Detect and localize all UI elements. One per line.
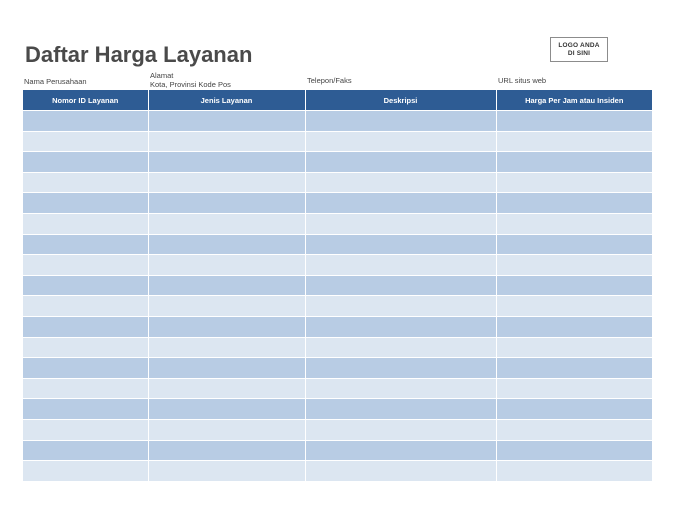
cell-price[interactable]	[496, 193, 652, 214]
phone-fax: Telepon/Faks	[307, 76, 352, 85]
table-row	[23, 419, 652, 440]
table-row	[23, 172, 652, 193]
column-header-service-id: Nomor ID Layanan	[23, 90, 148, 111]
cell-price[interactable]	[496, 337, 652, 358]
cell-description[interactable]	[305, 255, 496, 276]
cell-service-type[interactable]	[148, 172, 305, 193]
table-row	[23, 275, 652, 296]
cell-description[interactable]	[305, 213, 496, 234]
table-header-row	[23, 90, 652, 111]
cell-service-type[interactable]	[148, 399, 305, 420]
cell-service-id[interactable]	[23, 111, 148, 132]
cell-price[interactable]	[496, 378, 652, 399]
table-row	[23, 296, 652, 317]
table-row	[23, 111, 652, 132]
cell-service-type[interactable]	[148, 358, 305, 379]
address-line-1: Alamat	[150, 71, 174, 80]
cell-service-id[interactable]	[23, 213, 148, 234]
cell-service-id[interactable]	[23, 234, 148, 255]
cell-description[interactable]	[305, 419, 496, 440]
cell-description[interactable]	[305, 111, 496, 132]
cell-service-id[interactable]	[23, 172, 148, 193]
cell-service-id[interactable]	[23, 275, 148, 296]
cell-description[interactable]	[305, 358, 496, 379]
cell-price[interactable]	[496, 111, 652, 132]
cell-description[interactable]	[305, 193, 496, 214]
table-row	[23, 213, 652, 234]
cell-price[interactable]	[496, 275, 652, 296]
table-row	[23, 316, 652, 337]
column-header-description: Deskripsi	[305, 90, 496, 111]
logo-placeholder	[550, 37, 608, 62]
cell-service-type[interactable]	[148, 152, 305, 173]
table-row	[23, 255, 652, 276]
logo-text-line-1: LOGO ANDA	[558, 41, 600, 49]
cell-description[interactable]	[305, 399, 496, 420]
table-row	[23, 234, 652, 255]
address-block	[150, 71, 231, 89]
table-row	[23, 358, 652, 379]
table-row	[23, 152, 652, 173]
cell-price[interactable]	[496, 316, 652, 337]
cell-price[interactable]	[496, 358, 652, 379]
cell-service-type[interactable]	[148, 378, 305, 399]
cell-service-type[interactable]	[148, 440, 305, 461]
cell-description[interactable]	[305, 296, 496, 317]
cell-service-type[interactable]	[148, 275, 305, 296]
price-list-table	[23, 90, 652, 481]
cell-description[interactable]	[305, 234, 496, 255]
cell-service-type[interactable]	[148, 213, 305, 234]
cell-description[interactable]	[305, 131, 496, 152]
cell-price[interactable]	[496, 440, 652, 461]
cell-service-type[interactable]	[148, 337, 305, 358]
cell-service-type[interactable]	[148, 193, 305, 214]
cell-service-id[interactable]	[23, 131, 148, 152]
website-url: URL situs web	[498, 76, 547, 85]
table-row	[23, 461, 652, 481]
cell-service-type[interactable]	[148, 296, 305, 317]
cell-description[interactable]	[305, 337, 496, 358]
cell-service-id[interactable]	[23, 399, 148, 420]
cell-service-type[interactable]	[148, 111, 305, 132]
cell-price[interactable]	[496, 172, 652, 193]
cell-price[interactable]	[496, 399, 652, 420]
cell-price[interactable]	[496, 213, 652, 234]
cell-service-id[interactable]	[23, 152, 148, 173]
table-row	[23, 378, 652, 399]
page-title: Daftar Harga Layanan	[25, 42, 253, 67]
cell-price[interactable]	[496, 152, 652, 173]
column-header-service-type: Jenis Layanan	[148, 90, 305, 111]
cell-service-id[interactable]	[23, 193, 148, 214]
table-row	[23, 193, 652, 214]
cell-price[interactable]	[496, 296, 652, 317]
table-body	[23, 111, 652, 481]
cell-service-id[interactable]	[23, 419, 148, 440]
cell-service-id[interactable]	[23, 378, 148, 399]
cell-price[interactable]	[496, 255, 652, 276]
logo-text-line-2: DI SINI	[567, 49, 591, 57]
table-row	[23, 399, 652, 420]
cell-service-id[interactable]	[23, 316, 148, 337]
cell-price[interactable]	[496, 234, 652, 255]
cell-service-id[interactable]	[23, 296, 148, 317]
cell-service-id[interactable]	[23, 255, 148, 276]
company-name: Nama Perusahaan	[24, 77, 87, 86]
cell-service-type[interactable]	[148, 461, 305, 481]
cell-service-id[interactable]	[23, 461, 148, 481]
table-row	[23, 337, 652, 358]
cell-description[interactable]	[305, 316, 496, 337]
cell-service-type[interactable]	[148, 234, 305, 255]
cell-service-type[interactable]	[148, 255, 305, 276]
cell-service-type[interactable]	[148, 316, 305, 337]
cell-service-id[interactable]	[23, 337, 148, 358]
address-line-2: Kota, Provinsi Kode Pos	[150, 80, 231, 89]
cell-service-id[interactable]	[23, 358, 148, 379]
cell-description[interactable]	[305, 461, 496, 481]
cell-service-id[interactable]	[23, 440, 148, 461]
table-row	[23, 440, 652, 461]
table-row	[23, 131, 652, 152]
cell-service-type[interactable]	[148, 131, 305, 152]
cell-description[interactable]	[305, 275, 496, 296]
cell-description[interactable]	[305, 440, 496, 461]
cell-price[interactable]	[496, 461, 652, 481]
cell-price[interactable]	[496, 131, 652, 152]
cell-price[interactable]	[496, 419, 652, 440]
column-header-price: Harga Per Jam atau Insiden	[496, 90, 652, 111]
cell-service-type[interactable]	[148, 419, 305, 440]
cell-description[interactable]	[305, 172, 496, 193]
cell-description[interactable]	[305, 378, 496, 399]
cell-description[interactable]	[305, 152, 496, 173]
